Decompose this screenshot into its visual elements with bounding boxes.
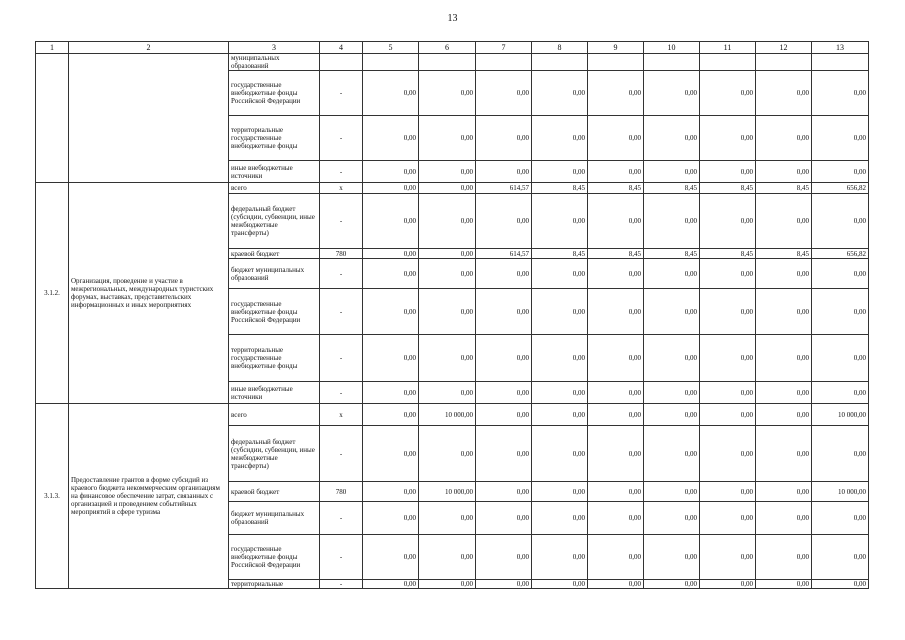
funding-source: территориальные государственные внебюджетные фонды (229, 335, 320, 382)
amount-cell: 0,00 (756, 580, 812, 589)
amount-cell: 0,00 (700, 482, 756, 502)
amount-cell: 0,00 (588, 161, 644, 183)
amount-cell (476, 54, 532, 71)
amount-cell: 8,45 (588, 183, 644, 194)
header-row (36, 42, 869, 54)
amount-cell: 0,00 (532, 404, 588, 426)
budget-code: х (320, 183, 363, 194)
amount-cell: 8,45 (532, 249, 588, 259)
amount-cell: 0,00 (419, 535, 476, 580)
amount-cell: 0,00 (476, 161, 532, 183)
amount-cell (756, 54, 812, 71)
amount-cell: 0,00 (363, 183, 419, 194)
funding-source: федеральный бюджет (субсидии, субвенции, иные межбюджетные трансферты) (229, 426, 320, 482)
funding-source: территориальные (229, 580, 320, 589)
amount-cell: 0,00 (532, 71, 588, 116)
amount-cell (532, 54, 588, 71)
funding-source: всего (229, 404, 320, 426)
amount-cell: 0,00 (363, 289, 419, 335)
amount-cell: 0,00 (419, 259, 476, 289)
amount-cell: 0,00 (363, 71, 419, 116)
amount-cell: 0,00 (700, 426, 756, 482)
amount-cell: 0,00 (532, 426, 588, 482)
amount-cell: 656,82 (812, 249, 869, 259)
budget-code: 780 (320, 249, 363, 259)
amount-cell: 0,00 (812, 335, 869, 382)
funding-source: краевой бюджет (229, 482, 320, 502)
amount-cell: 10 000,00 (812, 482, 869, 502)
amount-cell: 0,00 (812, 161, 869, 183)
amount-cell: 0,00 (532, 161, 588, 183)
item-code (36, 54, 69, 183)
amount-cell: 0,00 (419, 426, 476, 482)
column-header: 5 (363, 42, 419, 54)
amount-cell: 0,00 (700, 116, 756, 161)
amount-cell: 0,00 (700, 335, 756, 382)
amount-cell: 0,00 (644, 259, 700, 289)
amount-cell: 0,00 (756, 502, 812, 535)
amount-cell: 0,00 (532, 289, 588, 335)
amount-cell: 0,00 (588, 194, 644, 249)
budget-code: - (320, 426, 363, 482)
amount-cell: 0,00 (419, 183, 476, 194)
amount-cell: 0,00 (700, 580, 756, 589)
amount-cell: 0,00 (644, 502, 700, 535)
amount-cell: 0,00 (756, 335, 812, 382)
funding-source: государственные внебюджетные фонды Российской Федерации (229, 289, 320, 335)
amount-cell: 0,00 (476, 502, 532, 535)
amount-cell: 0,00 (363, 482, 419, 502)
budget-table (35, 41, 869, 589)
amount-cell: 0,00 (532, 482, 588, 502)
amount-cell: 0,00 (700, 502, 756, 535)
funding-source: государственные внебюджетные фонды Российской Федерации (229, 535, 320, 580)
amount-cell: 0,00 (756, 116, 812, 161)
column-header: 3 (229, 42, 320, 54)
column-header: 7 (476, 42, 532, 54)
amount-cell: 8,45 (644, 249, 700, 259)
amount-cell (644, 54, 700, 71)
amount-cell: 8,45 (532, 183, 588, 194)
amount-cell: 0,00 (419, 249, 476, 259)
amount-cell: 0,00 (812, 580, 869, 589)
amount-cell: 0,00 (419, 502, 476, 535)
amount-cell: 0,00 (644, 535, 700, 580)
amount-cell: 0,00 (419, 335, 476, 382)
budget-code (320, 54, 363, 71)
amount-cell: 0,00 (756, 482, 812, 502)
amount-cell: 8,45 (756, 249, 812, 259)
amount-cell: 656,82 (812, 183, 869, 194)
column-header: 11 (700, 42, 756, 54)
amount-cell: 0,00 (476, 535, 532, 580)
amount-cell: 0,00 (700, 71, 756, 116)
amount-cell: 0,00 (476, 289, 532, 335)
column-header: 13 (812, 42, 869, 54)
table-row (36, 404, 869, 426)
funding-source: иные внебюджетные источники (229, 382, 320, 404)
amount-cell: 0,00 (363, 502, 419, 535)
amount-cell: 0,00 (700, 194, 756, 249)
column-header: 4 (320, 42, 363, 54)
budget-code: 780 (320, 482, 363, 502)
funding-source: бюджет муниципальных образований (229, 502, 320, 535)
amount-cell: 0,00 (476, 259, 532, 289)
amount-cell: 0,00 (419, 382, 476, 404)
amount-cell: 0,00 (588, 426, 644, 482)
amount-cell: 0,00 (588, 289, 644, 335)
amount-cell: 0,00 (644, 482, 700, 502)
amount-cell: 0,00 (756, 259, 812, 289)
amount-cell: 614,57 (476, 249, 532, 259)
amount-cell: 0,00 (812, 116, 869, 161)
budget-code: - (320, 194, 363, 249)
budget-code: - (320, 382, 363, 404)
amount-cell: 0,00 (644, 71, 700, 116)
budget-code: х (320, 404, 363, 426)
amount-cell: 0,00 (532, 382, 588, 404)
amount-cell: 0,00 (700, 161, 756, 183)
amount-cell: 0,00 (419, 580, 476, 589)
budget-code: - (320, 71, 363, 116)
amount-cell: 0,00 (588, 404, 644, 426)
funding-source: бюджет муниципальных образований (229, 259, 320, 289)
amount-cell: 0,00 (756, 194, 812, 249)
amount-cell: 0,00 (363, 535, 419, 580)
item-name: Организация, проведение и участие в межрегиональных, международных туристских форумах, выставках, представительских информационных и иных мероприятиях (69, 183, 229, 404)
column-header: 8 (532, 42, 588, 54)
column-header: 10 (644, 42, 700, 54)
amount-cell: 0,00 (363, 161, 419, 183)
amount-cell: 0,00 (476, 335, 532, 382)
amount-cell: 0,00 (644, 194, 700, 249)
budget-code: - (320, 161, 363, 183)
amount-cell: 0,00 (588, 580, 644, 589)
amount-cell: 0,00 (756, 404, 812, 426)
amount-cell: 0,00 (588, 482, 644, 502)
item-name: Предоставление грантов в форме субсидий из краевого бюджета некоммерческим организациям на финансовое обеспечение затрат, связанных с организацией и проведением событийных мероприятий в сфере туризма (69, 404, 229, 589)
amount-cell: 0,00 (644, 335, 700, 382)
amount-cell: 10 000,00 (419, 482, 476, 502)
amount-cell: 0,00 (700, 259, 756, 289)
amount-cell: 0,00 (756, 289, 812, 335)
amount-cell: 0,00 (812, 502, 869, 535)
amount-cell: 0,00 (476, 404, 532, 426)
amount-cell: 0,00 (812, 194, 869, 249)
amount-cell (419, 54, 476, 71)
item-code: 3.1.2. (36, 183, 69, 404)
amount-cell: 0,00 (532, 194, 588, 249)
budget-code: - (320, 502, 363, 535)
amount-cell: 0,00 (700, 404, 756, 426)
amount-cell: 0,00 (644, 404, 700, 426)
amount-cell (588, 54, 644, 71)
item-code: 3.1.3. (36, 404, 69, 589)
amount-cell: 0,00 (476, 71, 532, 116)
amount-cell: 0,00 (812, 382, 869, 404)
funding-source: иные внебюджетные источники (229, 161, 320, 183)
amount-cell: 0,00 (363, 259, 419, 289)
amount-cell: 0,00 (363, 116, 419, 161)
amount-cell: 0,00 (756, 426, 812, 482)
amount-cell: 0,00 (588, 502, 644, 535)
funding-source: федеральный бюджет (субсидии, субвенции, иные межбюджетные трансферты) (229, 194, 320, 249)
amount-cell: 0,00 (812, 426, 869, 482)
amount-cell: 0,00 (476, 382, 532, 404)
amount-cell: 0,00 (532, 116, 588, 161)
column-header: 12 (756, 42, 812, 54)
amount-cell: 0,00 (363, 426, 419, 482)
funding-source: территориальные государственные внебюджетные фонды (229, 116, 320, 161)
amount-cell: 0,00 (419, 71, 476, 116)
amount-cell: 0,00 (812, 535, 869, 580)
funding-source: краевой бюджет (229, 249, 320, 259)
amount-cell: 0,00 (363, 194, 419, 249)
funding-source: муниципальных образований (229, 54, 320, 71)
column-header: 1 (36, 42, 69, 54)
amount-cell: 0,00 (588, 335, 644, 382)
amount-cell: 0,00 (363, 249, 419, 259)
column-header: 2 (69, 42, 229, 54)
amount-cell: 614,57 (476, 183, 532, 194)
amount-cell: 0,00 (700, 535, 756, 580)
amount-cell: 0,00 (588, 535, 644, 580)
amount-cell: 0,00 (476, 482, 532, 502)
page-number: 13 (447, 13, 458, 24)
amount-cell: 0,00 (644, 161, 700, 183)
amount-cell: 0,00 (644, 116, 700, 161)
amount-cell: 0,00 (476, 116, 532, 161)
item-name (69, 54, 229, 183)
amount-cell: 0,00 (812, 289, 869, 335)
amount-cell: 0,00 (756, 71, 812, 116)
amount-cell: 0,00 (756, 382, 812, 404)
amount-cell: 10 000,00 (812, 404, 869, 426)
amount-cell: 0,00 (363, 580, 419, 589)
amount-cell: 8,45 (756, 183, 812, 194)
amount-cell: 0,00 (812, 71, 869, 116)
amount-cell: 0,00 (532, 535, 588, 580)
amount-cell: 0,00 (588, 71, 644, 116)
amount-cell: 0,00 (532, 580, 588, 589)
amount-cell (812, 54, 869, 71)
amount-cell: 8,45 (588, 249, 644, 259)
table-row (36, 183, 869, 194)
amount-cell: 0,00 (532, 335, 588, 382)
amount-cell: 0,00 (644, 426, 700, 482)
amount-cell: 0,00 (644, 382, 700, 404)
column-header: 9 (588, 42, 644, 54)
budget-code: - (320, 289, 363, 335)
amount-cell: 0,00 (700, 382, 756, 404)
funding-source: государственные внебюджетные фонды Российской Федерации (229, 71, 320, 116)
funding-source: всего (229, 183, 320, 194)
amount-cell: 0,00 (419, 161, 476, 183)
amount-cell: 0,00 (532, 259, 588, 289)
amount-cell: 0,00 (363, 382, 419, 404)
amount-cell: 8,45 (700, 183, 756, 194)
amount-cell: 0,00 (644, 580, 700, 589)
amount-cell: 0,00 (532, 502, 588, 535)
amount-cell: 0,00 (812, 259, 869, 289)
amount-cell: 0,00 (756, 535, 812, 580)
amount-cell: 0,00 (476, 194, 532, 249)
amount-cell: 10 000,00 (419, 404, 476, 426)
budget-code: - (320, 535, 363, 580)
column-header: 6 (419, 42, 476, 54)
budget-code: - (320, 259, 363, 289)
budget-code: - (320, 116, 363, 161)
amount-cell: 0,00 (588, 116, 644, 161)
amount-cell: 0,00 (363, 404, 419, 426)
amount-cell: 0,00 (756, 161, 812, 183)
budget-code: - (320, 335, 363, 382)
amount-cell: 0,00 (476, 426, 532, 482)
amount-cell (700, 54, 756, 71)
amount-cell: 0,00 (700, 289, 756, 335)
budget-code: - (320, 580, 363, 589)
amount-cell: 0,00 (476, 580, 532, 589)
amount-cell: 0,00 (419, 289, 476, 335)
amount-cell: 0,00 (363, 335, 419, 382)
amount-cell: 0,00 (419, 194, 476, 249)
table-row (36, 54, 869, 71)
amount-cell: 0,00 (588, 259, 644, 289)
amount-cell (363, 54, 419, 71)
amount-cell: 0,00 (644, 289, 700, 335)
amount-cell: 8,45 (644, 183, 700, 194)
amount-cell: 0,00 (419, 116, 476, 161)
amount-cell: 8,45 (700, 249, 756, 259)
amount-cell: 0,00 (588, 382, 644, 404)
